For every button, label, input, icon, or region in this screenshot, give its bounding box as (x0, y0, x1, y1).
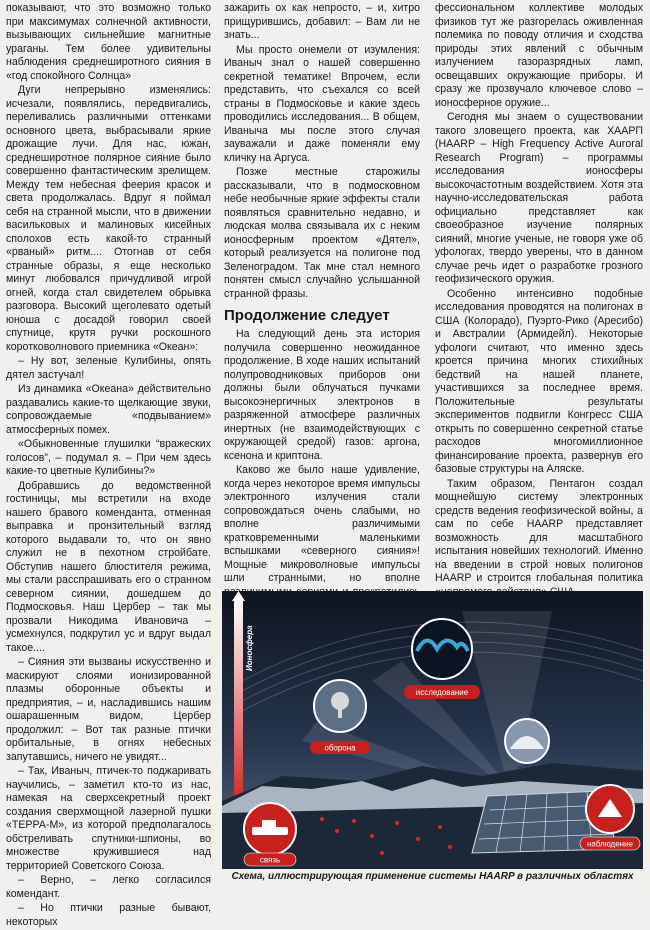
illustration-graphic (222, 591, 643, 869)
paragraph: Позже местные старожилы рассказывали, что в подмосковном небе необычные яркие эффекты стали появляться сравнительно недавно, и людская молва связывала их с неким ионосферным проектом «Дятел», который реализуется на полигоне под Зеленоградом. Так мне стал немного понятен смысл случайно услышанной странной фразы. (224, 166, 420, 300)
haarp-illustration (222, 591, 643, 885)
paragraph: На следующий день эта история получила совершенно неожиданное продолжение. В ходе наших испытаний полупроводниковых приборов они должны были облучаться пучками высокоэнергичных электронов в разряженной атмосфере различных инертных (не взаимодействующих с окружающей средой) газов: аргона, ксенона и криптона. (224, 328, 420, 462)
figure-caption: Схема, иллюстрирующая применение системы HAARP в различных областях (222, 869, 643, 885)
paragraph: Дуги непрерывно изменялись: исчезали, появлялись, передвигались, переливались различными оттенками основного цвета, выбрасывали яркие дрожащие лучи. Для нас, южан, среднеширотное полярное сияние было совершенно фантастическим зрелищем. Между тем небесная феерия красок и света продолжалась. Вдруг я поймал себя на странной мысли, что в движении васильковых и малиновых кисейных сполохов есть какой-то странный «рваный» ритм.... Отогнав от себя странные образы, я еще несколько минут любовался причудливой игрой огней, когда стал свидетелем обрывка разговора. Высокий щеголевато одетый юноша с досадой говорил своей спутнице, крутя ручки роскошного коротковолнового приемника «Океан»: (6, 84, 211, 353)
ionosphere-scale-bar (234, 599, 243, 809)
section-heading: Продолжение следует (224, 307, 390, 324)
paragraph: – Но птички разные бывают, некоторых (6, 902, 211, 928)
paragraph: Сегодня мы знаем о существовании такого зловещего проекта, как ХААРП (HAARP – High Frequency Active Auroral Research Program) – программы исследования ионосферы высокочастотным воздействием. Хотя эта научно-исследовательская работа официально представляет как своеобразное изучение полярных сияний, многие ученые, не говоря уже об уфологах, твердо уверены, что в данном случае речь идет о разработке грозного геофизического оружия. (435, 111, 643, 285)
text-column-3 (435, 2, 643, 615)
research-aurora-circle (412, 619, 472, 679)
ship-icon (252, 827, 288, 835)
paragraph: Добравшись до ведомственной гостиницы, мы встретили на входе нашего бравого коменданта, отменная выправка и пронзительный взгляд которого выдавали то, что он явно служил не в пехотном стройбате. Обступив нашего блюстителя режима, мы стали расспрашивать его о странном северном сиянии, дошедшем до Подмосковья. Наш Цербер – так мы прозвали Никодима Ивановича – усмехнулся, подкрутил ус и вдруг выдал такое.... (6, 479, 211, 654)
text-column-1 (6, 2, 211, 930)
paragraph: Каково же было наше удивление, когда через некоторое время импульсы электронного излучения стали сопровождаться очень слабыми, но вполне различимыми кратковременными маленькими вспышками «северного сияния»! Мощные микроволновые импульсы шли странными, но вполне (224, 464, 420, 584)
label-defense: оборона (324, 743, 356, 753)
paragraph: Особенно интенсивно подобные исследования проводятся на полигонах в США (Колорадо), Пуэрто-Рико (Аресибо) и Австралии (Армидейл). Некоторые уфологи считают, что именно здесь кроется причина многих стихийных бедствий на нашей планете, участившихся за последнее время. Положительные результаты экспериментов подвигли Конгресс США открыть по совершенно секретной статье расходов многомиллионное финансирование проекта, развернув его базовые структуры на Аляске. (435, 287, 643, 475)
paragraph: Из динамика «Океана» действительно раздавались какие-то щелкающие звуки, сопровождаемые «подвыванием» атмосферных помех. (6, 383, 211, 436)
label-research: исследование (415, 688, 469, 697)
paragraph: зажарить ох как непросто, – и, хитро прищурившись, добавил: – Вам ли не знать... (224, 2, 420, 41)
label-observation: наблюдение (586, 839, 634, 849)
paragraph: Мы просто онемели от изумления: Иваныч знал о нашей совершенно секретной тематике! Впрочем, если представить, что съехался со всей страны в Подмосковье и какие здесь проводились исследования... В общем, Иваныча мы после этого случая зауважали и даже поменяли ему кличку на Аргуса. (224, 43, 420, 164)
paragraph: – Сияния эти вызваны искусственно и маскируют слоями ионизированной плазмы оборонные объекты и предприятия, – и, насладившись нашим ошарашенным видом, Цербер продолжил: – Вот так разные птички орбитальные, в огнях небесных запутавшись, ничего не увидят... (6, 656, 211, 763)
paragraph: – Ну вот, зеленые Кулибины, опять дятел застучал! (6, 355, 211, 381)
ionosphere-axis-label: Ионосфера (245, 625, 254, 671)
paragraph: показывают, что это возможно только при максимумах солнечной активности, вызывающих сильнейшие магнитные ураганы. Тем более удивительны наблюдения среднеширотного сияния в «год спокойного Солнца» (6, 2, 211, 82)
explosion-stem (338, 706, 342, 718)
ship-cabin (262, 820, 276, 827)
text-column-2 (224, 2, 420, 654)
paragraph: – Верно, – легко согласился комендант. (6, 874, 211, 900)
paragraph: фессиональном коллективе молодых физиков тут же разгорелась оживленная полемика по поводу отличия и сходства природы этих явлений с обычным излучением газоразрядных ламп, освещавших окружающие приборы. И сразу же прозвучало ключевое слово – ионосферное оружие... (435, 2, 643, 109)
paragraph: – Так, Иваныч, птичек-то поджаривать научились, – заметил кто-то из нас, намекая на сверхсекретный проект создания сверхмощной лазерной пушки «ТЕРРА-М», из которой предполагалось обстреливать спутники-шпионы, во множестве кружившиеся над территорией Советского Союза. (6, 765, 211, 872)
paragraph: Таким образом, Пентагон создал мощнейшую систему электронных средств ведения геофизической войны, а сам по себе HAARP представляет возможность для масштабного испытания новейших технологий. Именно на введении в строй новых полигонов HAARP и строится глобальная политика (435, 477, 643, 584)
label-communication: связь (259, 855, 281, 865)
paragraph: «Обыкновенные глушилки “вражеских голосов”, – подумал я. – При чем здесь какие-то цветные Кулибины?» (6, 438, 211, 477)
